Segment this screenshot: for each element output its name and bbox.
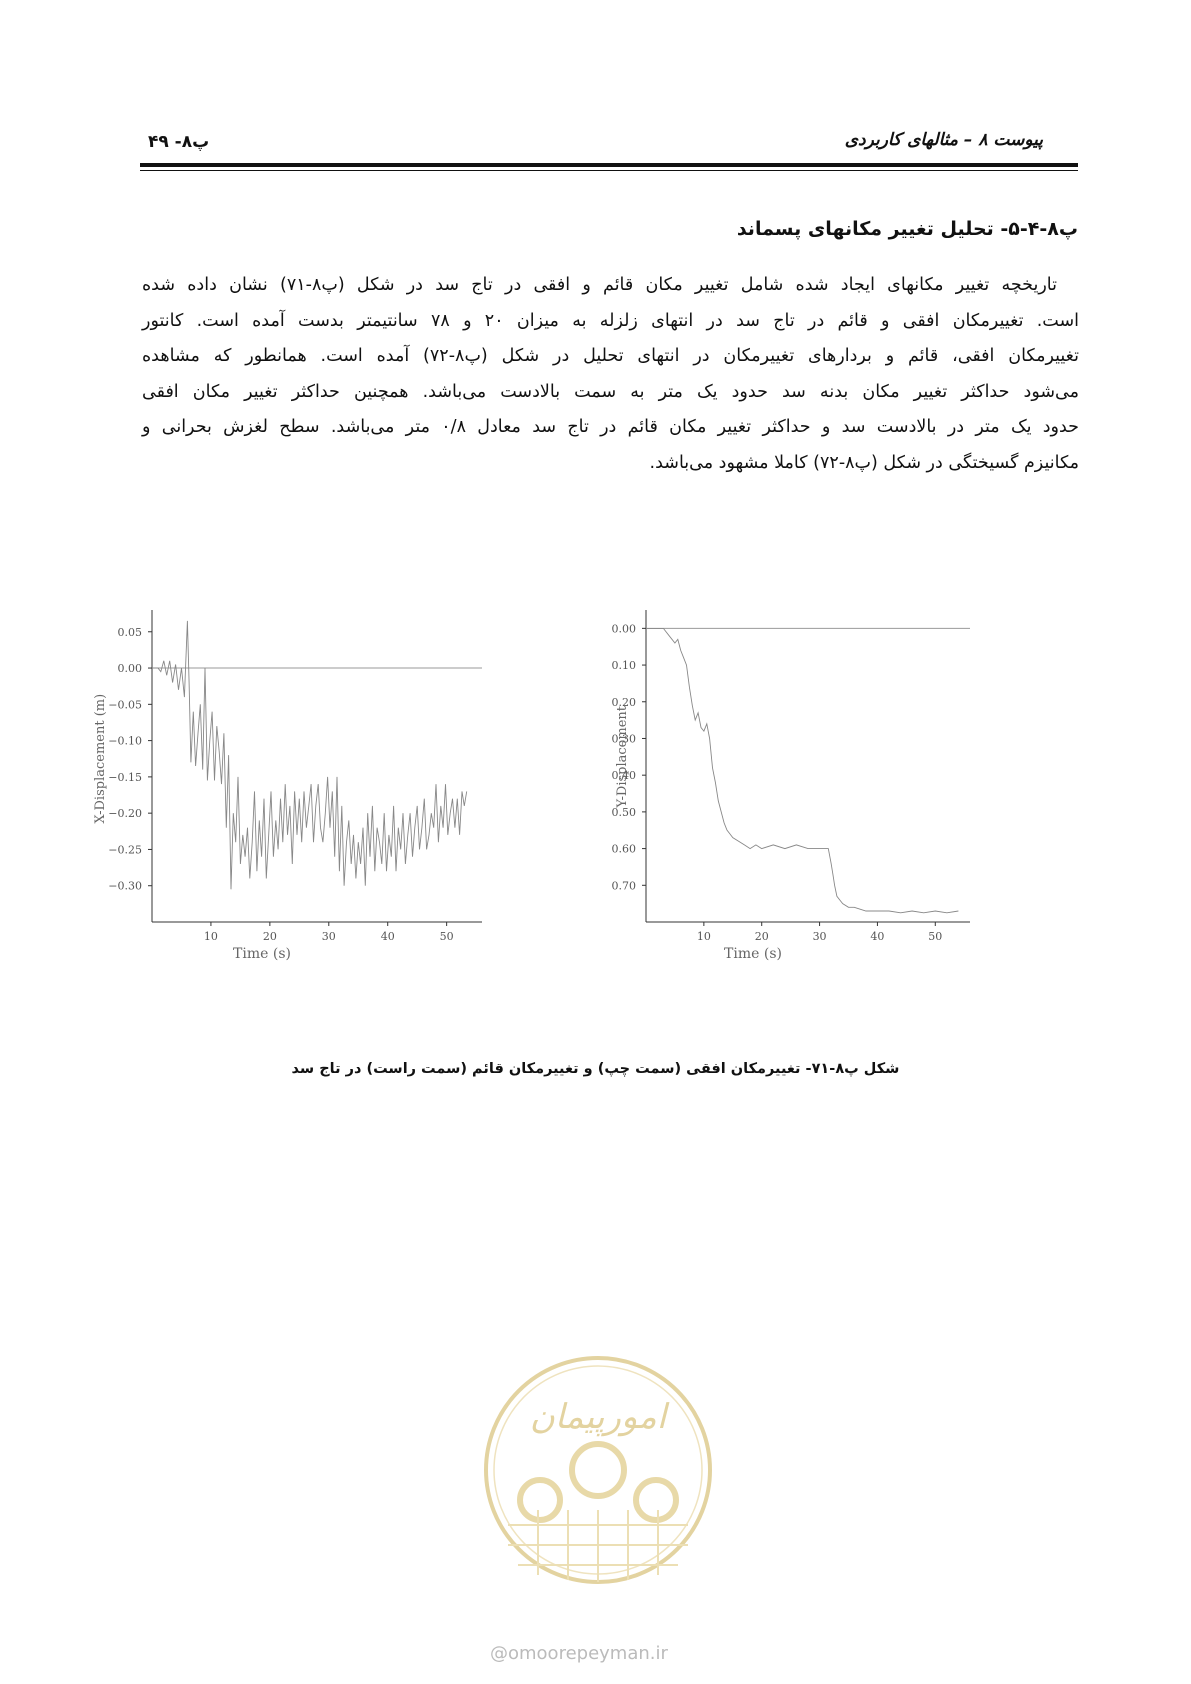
x-tick-label: 30 <box>812 930 827 943</box>
paragraph-line: مکانیزم گسیختگی در شکل (پ۸-۷۲) کاملا مشهود می‌باشد. <box>649 452 1079 473</box>
paragraph-line: حدود یک متر در بالادست سد و حداکثر تغییر مکان قائم در تاج سد معادل ۰/۸ متر می‌باشد. سطح لغزش بحرانی و <box>142 417 1080 437</box>
x-tick-label: 10 <box>203 930 218 943</box>
x-tick-label: 50 <box>928 930 943 943</box>
x-axis-label: Time (s) <box>724 946 782 962</box>
y-tick-label: −0.20 <box>108 807 142 821</box>
y-tick-label: 0.40 <box>612 769 636 783</box>
x-axis-label: Time (s) <box>233 946 291 962</box>
y-tick-label: 0.60 <box>612 842 636 856</box>
y-tick-label: 0.30 <box>612 732 636 746</box>
y-tick-label: −0.15 <box>108 770 142 784</box>
y-tick-label: 0.50 <box>612 805 636 819</box>
paragraph-line: تغییرمکان افقی، قائم و بردارهای تغییرمکان در انتهای تحلیل در شکل (پ۸-۷۲) آمده است. همانطور که مشاهده <box>142 346 1079 366</box>
x-displacement-chart <box>90 610 530 1044</box>
y-tick-label: −0.30 <box>108 879 142 893</box>
y-tick-label: 0.20 <box>612 695 636 709</box>
figure-caption: شکل پ۸-۷۱- تغییرمکان افقی (سمت چپ) و تغییرمکان قائم (سمت راست) در تاج سد <box>291 1061 900 1077</box>
x-tick-label: 20 <box>262 930 277 943</box>
paragraph-line: می‌شود حداکثر تغییر مکان بدنه سد حدود یک متر به سمت بالادست می‌باشد. همچنین حداکثر تغییر مکان افقی <box>142 381 1079 402</box>
page-number: پ۸- ۴۹ <box>148 132 210 152</box>
section-title: پ۸-۴-۵- تحلیل تغییر مکانهای پسماند <box>736 218 1078 240</box>
x-tick-label: 40 <box>380 930 395 943</box>
y-axis-label: Y-Displacement <box>615 706 630 808</box>
chapter-title: پیوست ۸ – مثالهای کاربردی <box>844 130 1043 150</box>
x-tick-label: 50 <box>439 930 454 943</box>
paragraph-line: تاریخچه تغییر مکانهای ایجاد شده شامل تغییر مکان قائم و افقی در تاج سد در شکل (پ۸-۷۱) نشان داده شده <box>142 275 1057 295</box>
x-tick-label: 30 <box>321 930 336 943</box>
x-displacement-plot <box>90 610 530 1040</box>
y-tick-label: −0.05 <box>108 698 142 712</box>
y-tick-label: 0.70 <box>612 879 636 893</box>
x-tick-label: 20 <box>754 930 769 943</box>
watermark-url: @omoorepeyman.ir <box>490 1643 668 1664</box>
body-paragraph <box>142 268 1079 481</box>
y-tick-label: 0.05 <box>117 625 142 639</box>
paragraph-line: است. تغییرمکان افقی و قائم در تاج سد در انتهای زلزله به میزان ۲۰ و ۷۸ سانتیمتر بدست آمده است. کانتور <box>142 310 1079 331</box>
series-line <box>152 621 467 889</box>
x-tick-label: 10 <box>696 930 711 943</box>
y-tick-label: 0.00 <box>117 662 142 676</box>
watermark-logo-text: امورپیمان <box>529 1397 667 1437</box>
y-axis-label: X-Displacement (m) <box>93 693 108 824</box>
x-tick-label: 40 <box>870 930 885 943</box>
watermark-logo <box>478 1350 718 1620</box>
y-tick-label: −0.25 <box>108 843 142 857</box>
y-displacement-chart <box>612 610 1052 1044</box>
y-tick-label: 0.10 <box>612 659 636 673</box>
series-line <box>646 628 958 912</box>
y-displacement-plot <box>612 610 1052 1040</box>
y-tick-label: −0.10 <box>108 734 142 748</box>
y-tick-label: 0.00 <box>612 622 636 636</box>
header-rule-thick <box>140 163 1078 167</box>
header-rule-thin <box>140 170 1078 171</box>
